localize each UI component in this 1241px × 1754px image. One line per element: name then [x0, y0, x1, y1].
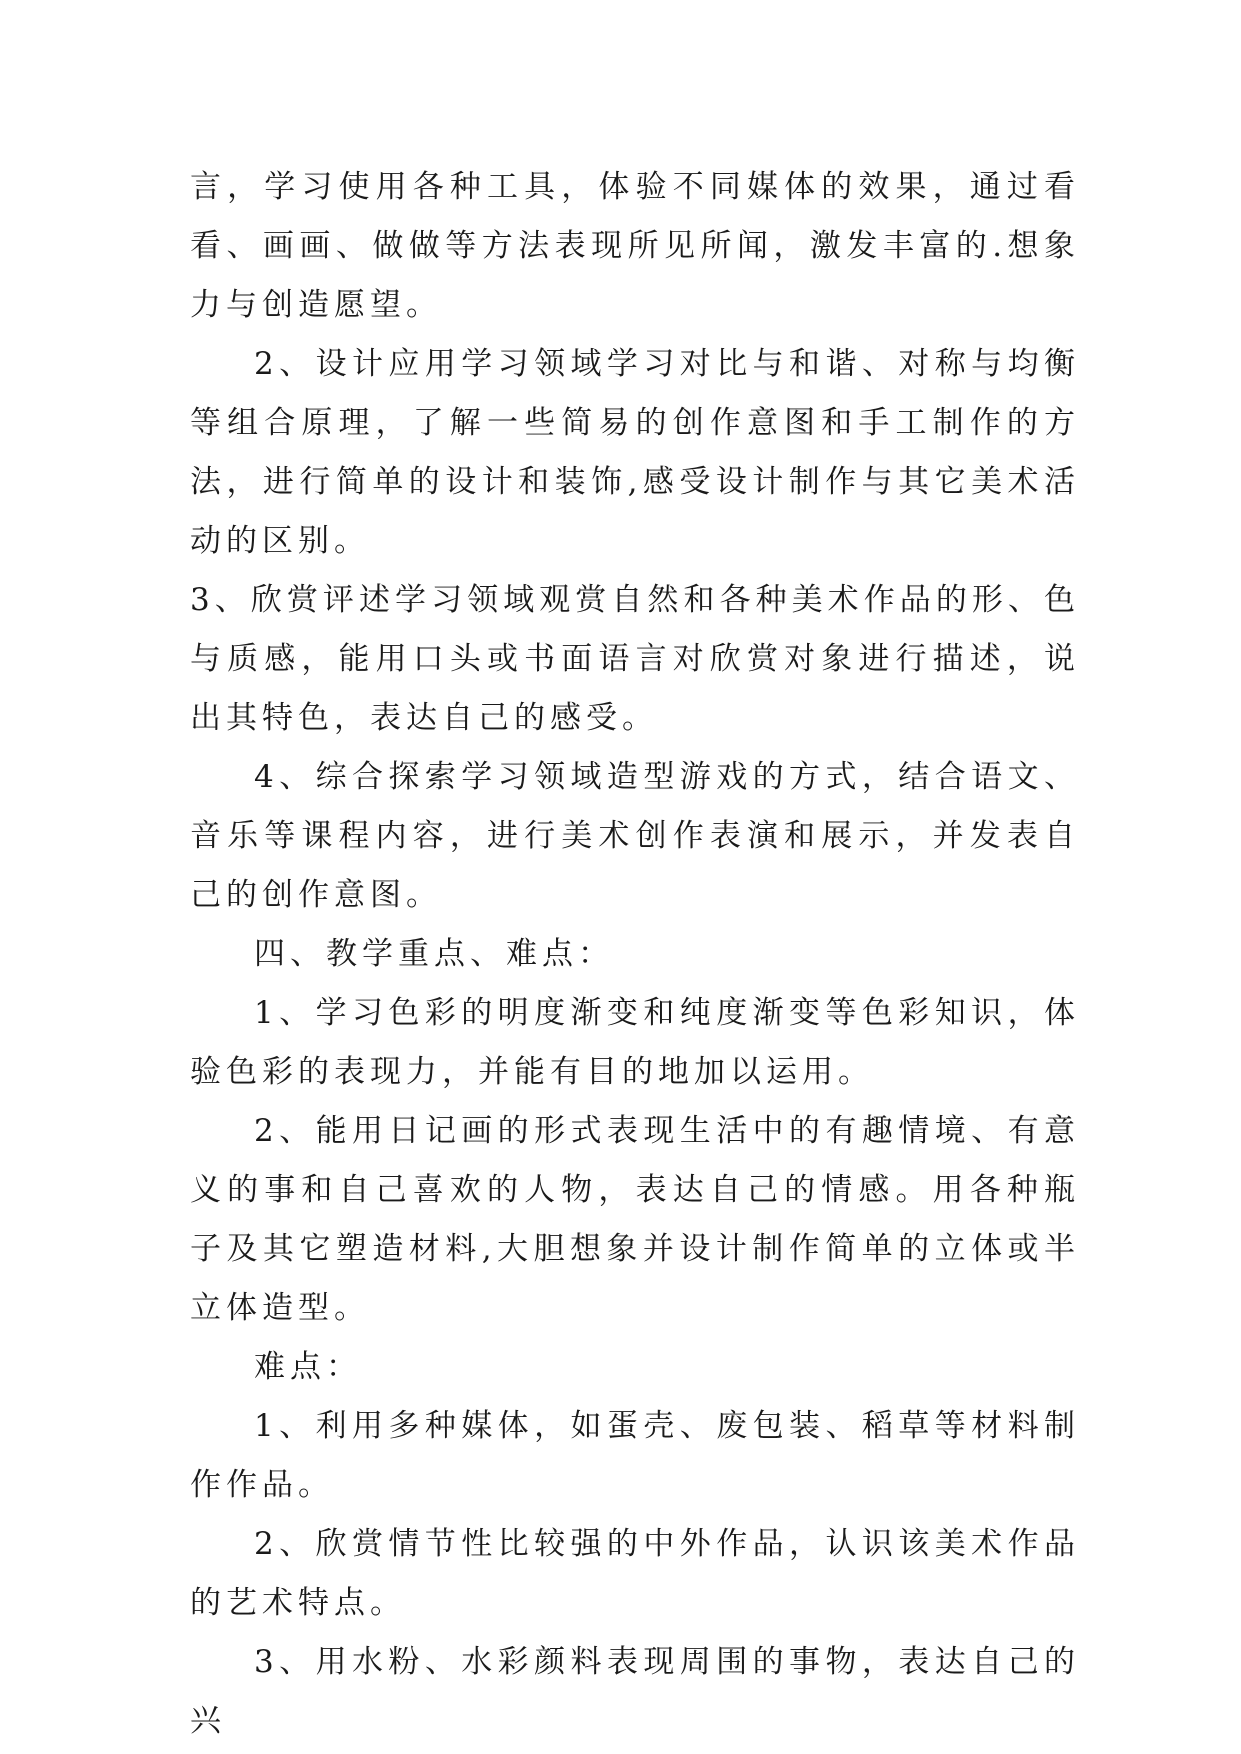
paragraph-design-application: 2、设计应用学习领域学习对比与和谐、对称与均衡等组合原理，了解一些简易的创作意图和手工制作的方法，进行简单的设计和装饰,感受设计制作与其它美术活动的区别。 [190, 346, 1080, 559]
key-point-2: 2、能用日记画的形式表现生活中的有趣情境、有意义的事和自己喜欢的人物，表达自己的情感。用各种瓶子及其它塑造材料,大胆想象并设计制作简单的立体或半立体造型。 [190, 1113, 1080, 1326]
document-body [190, 158, 1080, 1751]
subheading-difficulties: 难点： [254, 1349, 362, 1385]
section-heading-key-points: 四、教学重点、难点： [254, 936, 614, 972]
paragraph-exploration: 4、综合探索学习领域造型游戏的方式，结合语文、音乐等课程内容，进行美术创作表演和展示，并发表自己的创作意图。 [190, 759, 1080, 913]
difficulty-1: 1、利用多种媒体，如蛋壳、废包装、稻草等材料制作作品。 [190, 1408, 1080, 1503]
key-point-1: 1、学习色彩的明度渐变和纯度渐变等色彩知识，体验色彩的表现力，并能有目的地加以运用。 [190, 995, 1080, 1090]
difficulty-3: 3、用水粉、水彩颜料表现周围的事物，表达自己的兴 [190, 1644, 1080, 1739]
paragraph-continuation: 言，学习使用各种工具，体验不同媒体的效果，通过看看、画画、做做等方法表现所见所闻，激发丰富的.想象力与创造愿望。 [190, 169, 1080, 323]
paragraph-appreciation: 3、欣赏评述学习领域观赏自然和各种美术作品的形、色与质感，能用口头或书面语言对欣赏对象进行描述，说出其特色，表达自己的感受。 [190, 582, 1080, 736]
difficulty-2: 2、欣赏情节性比较强的中外作品，认识该美术作品的艺术特点。 [190, 1526, 1080, 1621]
